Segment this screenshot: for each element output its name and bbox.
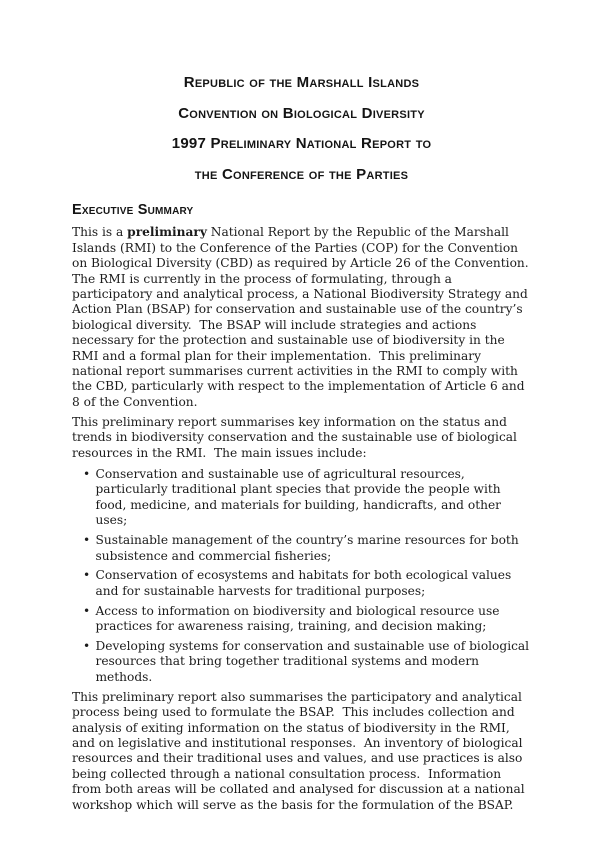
list-item [83, 467, 531, 529]
section-heading-executive-summary: Executive Summary [72, 202, 194, 219]
bullet-icon: • [83, 466, 91, 481]
bullet-icon: • [83, 603, 91, 618]
issues-list [72, 467, 531, 685]
title-line-conference: the Conference of the Parties [194, 165, 409, 183]
paragraph-closing: This preliminary report also summarises the participatory and analytical process being used to formulate the BSAP. This includes collection and analysis of exiting information on the status of biodiversity in the RMI, and on legislative and institutional responses. An inventory of biological resources and their traditional uses and values, and use practices is also being collected through a national consultation process. Information from both areas will be collated and analysed for discussion at a national workshop which will serve as the basis for the formulation of the BSAP. [72, 689, 529, 812]
issue-text-marine: Sustainable management of the country’s marine resources for both subsistence and commercial fisheries; [95, 533, 523, 563]
issue-text-ecosystems: Conservation of ecosystems and habitats for both ecological values and for sustainable harvests for traditional purposes; [95, 568, 516, 598]
issue-text-information-access: Access to information on biodiversity and biological resource use practices for awareness raising, training, and decision making; [95, 603, 504, 634]
bullet-icon: • [83, 568, 91, 583]
intro-text-rest: National Report by the Republic of the Marshall Islands (RMI) to the Conference of the Parties (COP) for the Convention on Biological Diversity (CBD) as required by Article 26 of the Convention. The RMI is currently in the process of formulating, through a participatory and analytical process, a National Biodiversity Strategy and Action Plan (BSAP) for conservation and sustainable use of the country’s biological diversity. The BSAP will include strategies and actions necessary for the protection and sustainable use of biodiversity in the RMI and a formal plan for their implementation. This preliminary national report summarises current activities in the RMI to comply with the CBD, particularly with respect to the implementation of Article 6 and 8 of the Convention. [72, 225, 537, 409]
title-line-convention: Convention on Biological Diversity [178, 104, 425, 122]
list-item [83, 568, 531, 599]
bullet-icon: • [83, 639, 91, 654]
list-item [83, 604, 531, 635]
paragraph-issues-lead: This preliminary report summarises key information on the status and trends in biodiversity conservation and the sustainable use of biological resources in the RMI. The main issues include: [72, 414, 521, 460]
title-line-report: 1997 Preliminary National Report to [171, 135, 432, 153]
executive-summary-section [72, 202, 537, 813]
title-line-country: Republic of the Marshall Islands [183, 74, 420, 91]
list-item [83, 533, 531, 564]
issue-text-developing-systems: Developing systems for conservation and sustainable use of biological resources that bring together traditional systems and modern methods. [95, 639, 533, 684]
report-title-block [72, 68, 531, 190]
intro-text-pre: This is a [72, 225, 128, 240]
issue-text-agriculture: Conservation and sustainable use of agricultural resources, particularly traditional plant species that provide the people with food, medicine, and materials for building, handicrafts, and other uses; [95, 466, 505, 528]
bullet-icon: • [83, 533, 91, 548]
intro-text-bold-preliminary: preliminary [127, 225, 207, 240]
paragraph-intro [72, 225, 537, 410]
list-item [83, 639, 531, 685]
